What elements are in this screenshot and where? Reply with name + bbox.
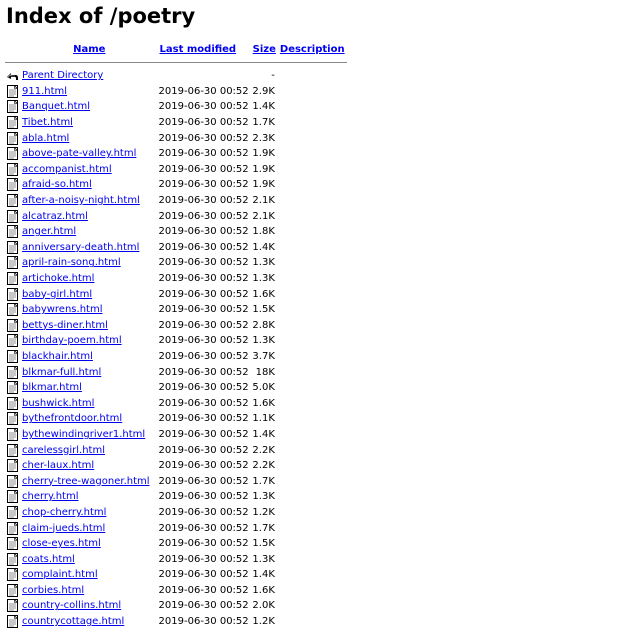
- text-file-icon: [6, 132, 19, 145]
- file-row: [5, 395, 347, 411]
- text-file-icon: [6, 381, 19, 394]
- file-description: [278, 177, 347, 193]
- file-link[interactable]: cher-laux.html: [22, 460, 95, 472]
- parent-directory-link[interactable]: Parent Directory: [22, 70, 104, 82]
- file-link[interactable]: birthday-poem.html: [22, 335, 122, 347]
- file-modified: 2019-06-30 00:52: [158, 506, 249, 518]
- directory-listing: [5, 40, 347, 629]
- file-modified: 2019-06-30 00:52: [158, 397, 249, 409]
- file-description: [278, 505, 347, 521]
- file-description: [278, 115, 347, 131]
- file-link[interactable]: bettys-diner.html: [22, 319, 108, 331]
- file-modified: 2019-06-30 00:52: [158, 600, 249, 612]
- text-file-icon: [6, 522, 19, 535]
- file-link[interactable]: blkmar.html: [22, 382, 82, 394]
- file-row: [5, 567, 347, 583]
- file-modified: 2019-06-30 00:52: [158, 179, 249, 191]
- file-row: [5, 84, 347, 100]
- file-link[interactable]: accompanist.html: [22, 163, 112, 175]
- file-modified: 2019-06-30 00:52: [158, 335, 249, 347]
- file-size: 1.2K: [252, 506, 275, 518]
- text-file-icon: [6, 241, 19, 254]
- file-size: 1.7K: [252, 117, 275, 129]
- file-size: 1.4K: [252, 428, 275, 440]
- file-modified: 2019-06-30 00:52: [158, 226, 249, 238]
- file-row: [5, 583, 347, 599]
- file-row: [5, 442, 347, 458]
- name-header: [21, 40, 158, 59]
- file-link[interactable]: carelessgirl.html: [22, 444, 105, 456]
- page-title: Index of /poetry: [6, 4, 196, 28]
- text-file-icon: [6, 288, 19, 301]
- description-header: [278, 40, 347, 59]
- file-description: [278, 130, 347, 146]
- text-file-icon: [6, 568, 19, 581]
- file-link[interactable]: country-collins.html: [22, 600, 122, 612]
- file-modified: 2019-06-30 00:52: [158, 101, 249, 113]
- text-file-icon: [6, 412, 19, 425]
- file-size: 1.3K: [252, 491, 275, 503]
- file-description: [278, 255, 347, 271]
- text-file-icon: [6, 490, 19, 503]
- text-file-icon: [6, 584, 19, 597]
- file-size: 1.1K: [252, 413, 275, 425]
- file-link[interactable]: after-a-noisy-night.html: [22, 195, 140, 207]
- back-arrow-icon: [6, 69, 19, 82]
- file-row: [5, 473, 347, 489]
- file-row: [5, 598, 347, 614]
- file-link[interactable]: artichoke.html: [22, 273, 95, 285]
- file-link[interactable]: coats.html: [22, 553, 75, 565]
- file-size: 1.9K: [252, 148, 275, 160]
- file-row: [5, 271, 347, 287]
- text-file-icon: [6, 366, 19, 379]
- file-modified: 2019-06-30 00:52: [158, 85, 249, 97]
- text-file-icon: [6, 303, 19, 316]
- separator: [5, 59, 347, 68]
- file-row: [5, 146, 347, 162]
- file-link[interactable]: anniversary-death.html: [22, 241, 140, 253]
- text-file-icon: [6, 147, 19, 160]
- file-modified: 2019-06-30 00:52: [158, 148, 249, 160]
- file-modified: 2019-06-30 00:52: [158, 163, 249, 175]
- text-file-icon: [6, 225, 19, 238]
- file-modified: 2019-06-30 00:52: [158, 210, 249, 222]
- text-file-icon: [6, 553, 19, 566]
- file-size: 1.4K: [252, 101, 275, 113]
- file-link[interactable]: claim-jueds.html: [22, 522, 106, 534]
- file-link[interactable]: 911.html: [22, 85, 68, 97]
- file-size: 1.4K: [252, 241, 275, 253]
- text-file-icon: [6, 334, 19, 347]
- file-row: [5, 115, 347, 131]
- file-size: 1.3K: [252, 335, 275, 347]
- file-row: [5, 458, 347, 474]
- file-description: [278, 473, 347, 489]
- icon-header: [5, 40, 21, 59]
- file-description: [278, 536, 347, 552]
- file-size: 3.7K: [252, 350, 275, 362]
- file-description: [278, 146, 347, 162]
- text-file-icon: [6, 116, 19, 129]
- file-modified: 2019-06-30 00:52: [158, 273, 249, 285]
- file-row: [5, 255, 347, 271]
- file-size: 1.9K: [252, 179, 275, 191]
- file-description: [278, 583, 347, 599]
- file-link[interactable]: blackhair.html: [22, 350, 93, 362]
- text-file-icon: [6, 599, 19, 612]
- text-file-icon: [6, 428, 19, 441]
- file-size: 1.6K: [252, 397, 275, 409]
- text-file-icon: [6, 459, 19, 472]
- file-description: [278, 364, 347, 380]
- file-modified: 2019-06-30 00:52: [158, 491, 249, 503]
- file-modified: 2019-06-30 00:52: [158, 304, 249, 316]
- file-size: 1.4K: [252, 569, 275, 581]
- file-description: [278, 349, 347, 365]
- text-file-icon: [6, 475, 19, 488]
- file-link[interactable]: bythefrontdoor.html: [22, 413, 123, 425]
- file-link[interactable]: countrycottage.html: [22, 616, 125, 628]
- file-description: [278, 193, 347, 209]
- sort-by-modified-link[interactable]: Last modified: [159, 44, 237, 55]
- file-row: [5, 193, 347, 209]
- file-size: 2.9K: [252, 85, 275, 97]
- file-description: [278, 162, 347, 178]
- file-size: 2.2K: [252, 444, 275, 456]
- file-link[interactable]: bythewindingriver1.html: [22, 428, 146, 440]
- file-modified: 2019-06-30 00:52: [158, 132, 249, 144]
- file-row: [5, 318, 347, 334]
- file-link[interactable]: abla.html: [22, 132, 70, 144]
- file-size: 18K: [255, 366, 275, 378]
- file-description: [278, 427, 347, 443]
- file-size: 1.3K: [252, 257, 275, 269]
- file-modified: 2019-06-30 00:52: [158, 350, 249, 362]
- file-link[interactable]: april-rain-song.html: [22, 257, 121, 269]
- file-link[interactable]: baby-girl.html: [22, 288, 93, 300]
- text-file-icon: [6, 210, 19, 223]
- file-modified: 2019-06-30 00:52: [158, 288, 249, 300]
- parent-directory-row: [5, 68, 347, 84]
- text-file-icon: [6, 350, 19, 363]
- text-file-icon: [6, 194, 19, 207]
- file-description: [278, 84, 347, 100]
- file-row: [5, 333, 347, 349]
- text-file-icon: [6, 537, 19, 550]
- file-modified: 2019-06-30 00:52: [158, 241, 249, 253]
- file-modified: 2019-06-30 00:52: [158, 616, 249, 628]
- file-size: 2.1K: [252, 210, 275, 222]
- file-size: 5.0K: [252, 382, 275, 394]
- file-size: 2.0K: [252, 600, 275, 612]
- file-modified: 2019-06-30 00:52: [158, 195, 249, 207]
- file-modified: 2019-06-30 00:52: [158, 584, 249, 596]
- file-row: [5, 427, 347, 443]
- file-link[interactable]: alcatraz.html: [22, 210, 88, 222]
- file-description: [278, 208, 347, 224]
- file-description: [278, 411, 347, 427]
- file-modified: 2019-06-30 00:52: [158, 522, 249, 534]
- file-row: [5, 489, 347, 505]
- file-row: [5, 380, 347, 396]
- file-description: [278, 598, 347, 614]
- separator-row: [5, 59, 347, 68]
- file-row: [5, 551, 347, 567]
- file-row: [5, 520, 347, 536]
- file-link[interactable]: afraid-so.html: [22, 179, 92, 191]
- file-size: 1.3K: [252, 553, 275, 565]
- file-description: [278, 99, 347, 115]
- file-link[interactable]: bushwick.html: [22, 397, 95, 409]
- file-row: [5, 302, 347, 318]
- parent-size: -: [271, 70, 275, 82]
- text-file-icon: [6, 85, 19, 98]
- file-modified: 2019-06-30 00:52: [158, 444, 249, 456]
- file-description: [278, 380, 347, 396]
- file-modified: 2019-06-30 00:52: [158, 475, 249, 487]
- file-description: [278, 520, 347, 536]
- text-file-icon: [6, 163, 19, 176]
- file-modified: 2019-06-30 00:52: [158, 413, 249, 425]
- text-file-icon: [6, 444, 19, 457]
- file-row: [5, 614, 347, 630]
- file-row: [5, 224, 347, 240]
- file-row: [5, 364, 347, 380]
- file-row: [5, 99, 347, 115]
- file-row: [5, 349, 347, 365]
- text-file-icon: [6, 397, 19, 410]
- text-file-icon: [6, 100, 19, 113]
- file-size: 1.7K: [252, 475, 275, 487]
- file-description: [278, 271, 347, 287]
- file-row: [5, 177, 347, 193]
- file-link[interactable]: complaint.html: [22, 569, 98, 581]
- text-file-icon: [6, 272, 19, 285]
- file-description: [278, 224, 347, 240]
- file-link[interactable]: babywrens.html: [22, 304, 103, 316]
- text-file-icon: [6, 178, 19, 191]
- file-row: [5, 240, 347, 256]
- file-modified: 2019-06-30 00:52: [158, 569, 249, 581]
- sort-by-description-link[interactable]: Description: [279, 44, 345, 55]
- file-size: 2.2K: [252, 460, 275, 472]
- file-size: 1.2K: [252, 616, 275, 628]
- file-size: 2.8K: [252, 319, 275, 331]
- text-file-icon: [6, 319, 19, 332]
- file-modified: 2019-06-30 00:52: [158, 538, 249, 550]
- file-row: [5, 130, 347, 146]
- file-description: [278, 333, 347, 349]
- file-link[interactable]: cherry-tree-wagoner.html: [22, 475, 150, 487]
- header-row: [5, 40, 347, 59]
- file-size: 1.5K: [252, 304, 275, 316]
- file-modified: 2019-06-30 00:52: [158, 428, 249, 440]
- sort-by-name-link[interactable]: Name: [73, 44, 106, 55]
- file-link[interactable]: cherry.html: [22, 491, 79, 503]
- file-size: 1.5K: [252, 538, 275, 550]
- file-description: [278, 395, 347, 411]
- file-row: [5, 411, 347, 427]
- file-modified: 2019-06-30 00:52: [158, 553, 249, 565]
- file-modified: 2019-06-30 00:52: [158, 366, 249, 378]
- file-description: [278, 302, 347, 318]
- file-size: 1.6K: [252, 288, 275, 300]
- file-row: [5, 286, 347, 302]
- file-link[interactable]: anger.html: [22, 226, 77, 238]
- file-row: [5, 505, 347, 521]
- file-link[interactable]: close-eyes.html: [22, 538, 101, 550]
- file-link[interactable]: blkmar-full.html: [22, 366, 102, 378]
- text-file-icon: [6, 615, 19, 628]
- file-description: [278, 567, 347, 583]
- file-modified: 2019-06-30 00:52: [158, 382, 249, 394]
- file-size: 2.1K: [252, 195, 275, 207]
- file-description: [278, 551, 347, 567]
- file-description: [278, 489, 347, 505]
- file-description: [278, 442, 347, 458]
- file-row: [5, 536, 347, 552]
- file-description: [278, 286, 347, 302]
- text-file-icon: [6, 256, 19, 269]
- file-size: 1.3K: [252, 273, 275, 285]
- file-link[interactable]: above-pate-valley.html: [22, 148, 137, 160]
- sort-by-size-link[interactable]: Size: [252, 44, 276, 55]
- file-description: [278, 458, 347, 474]
- file-size: 2.3K: [252, 132, 275, 144]
- file-modified: 2019-06-30 00:52: [158, 257, 249, 269]
- file-size: 1.8K: [252, 226, 275, 238]
- file-link[interactable]: chop-cherry.html: [22, 506, 107, 518]
- file-size: 1.9K: [252, 163, 275, 175]
- file-description: [278, 614, 347, 630]
- file-row: [5, 208, 347, 224]
- file-size: 1.6K: [252, 584, 275, 596]
- file-modified: 2019-06-30 00:52: [158, 460, 249, 472]
- file-link[interactable]: Banquet.html: [22, 101, 91, 113]
- file-link[interactable]: Tibet.html: [22, 117, 73, 129]
- file-modified: 2019-06-30 00:52: [158, 319, 249, 331]
- file-description: [278, 240, 347, 256]
- file-size: 1.7K: [252, 522, 275, 534]
- file-description: [278, 318, 347, 334]
- text-file-icon: [6, 506, 19, 519]
- size-header: [251, 40, 278, 59]
- file-link[interactable]: corbies.html: [22, 584, 85, 596]
- last-modified-header: [158, 40, 251, 59]
- file-row: [5, 162, 347, 178]
- file-modified: 2019-06-30 00:52: [158, 117, 249, 129]
